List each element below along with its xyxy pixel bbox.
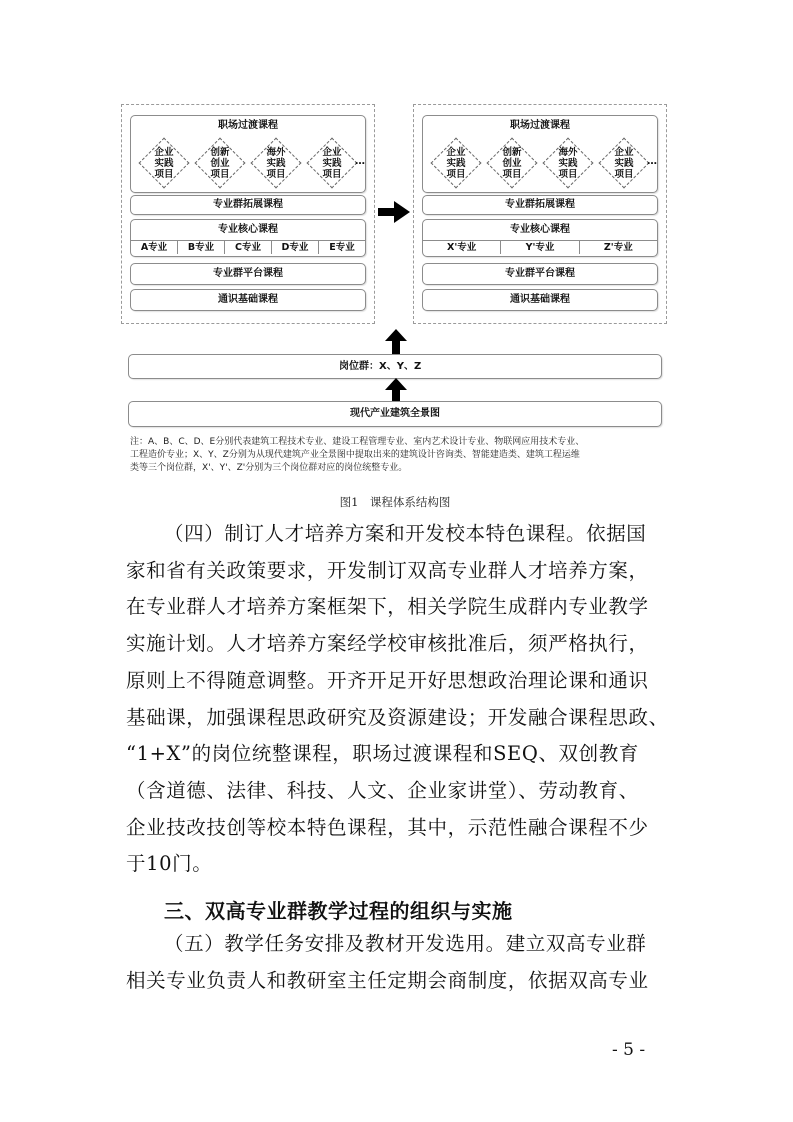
text-line: 相关专业负责人和教研室主任定期会商制度，依据双高专业: [126, 968, 649, 992]
transition-title: 职场过渡课程: [510, 120, 570, 131]
paragraph-1: [126, 516, 686, 883]
text-line: 实施计划。人才培养方案经学校审核批准后，须严格执行，: [126, 632, 649, 656]
transition-box: [422, 115, 658, 193]
text-line: 基础课，加强课程思政研究及资源建设；开发融合课程思政、: [126, 705, 669, 729]
text-line: “1+X”的岗位统整课程，职场过渡课程和SEQ、双创教育: [126, 742, 639, 766]
majors-row: [423, 241, 657, 254]
diamond-item: 创新创业项目: [195, 138, 245, 188]
job-group-label: 岗位群：X、Y、Z: [339, 361, 422, 372]
text-line: （五）教学任务安排及教材开发选用。建立双高专业群: [164, 932, 647, 955]
major-cell: D专业: [272, 241, 319, 254]
arrow-right-icon: [378, 201, 410, 223]
text-line: 企业技改技创等校本特色课程，其中，示范性融合课程不少: [126, 815, 649, 839]
page-number: - 5 -: [612, 1040, 646, 1060]
platform-box: 专业群平台课程: [422, 263, 658, 285]
transition-title: 职场过渡课程: [218, 120, 278, 131]
text-line: （四）制订人才培养方案和开发校本特色课程。依据国: [164, 522, 647, 545]
major-cell: A专业: [131, 241, 178, 254]
text-line: （含道德、法律、科技、人文、企业家讲堂）、劳动教育、: [126, 778, 639, 802]
text-line: 家和省有关政策要求，开发制订双高专业群人才培养方案，: [126, 558, 649, 582]
note-line: 类等三个岗位群，X'、Y'、Z'分别为三个岗位群对应的岗位统整专业。: [130, 463, 408, 473]
major-cell: Z'专业: [603, 242, 633, 253]
job-group-box: [128, 354, 662, 379]
majors-row: [131, 241, 365, 254]
diamond-item: 海外实践项目: [543, 138, 593, 188]
major-cell: X'专业: [423, 241, 501, 254]
note-line: 注：A、B、C、D、E分别代表建筑工程技术专业、建设工程管理专业、室内艺术设计专业、物联网应用技术专业、: [130, 437, 585, 447]
text-line: 于10门。: [126, 852, 213, 876]
diamond-item: 企业实践项目: [599, 138, 649, 188]
diagram-note: [130, 436, 675, 475]
panorama-box: 现代产业建筑全景图: [128, 401, 662, 427]
diamond-item: 企业实践项目: [139, 138, 189, 188]
major-cell: Y'专业: [501, 241, 579, 254]
diamond-item: 海外实践项目: [251, 138, 301, 188]
note-line: 工程造价专业；X、Y、Z分别为从现代建筑产业全景图中提取出来的建筑设计咨询类、智能建造类、建筑工程运维: [130, 450, 580, 460]
transition-box: [130, 115, 366, 193]
core-box: [130, 219, 366, 257]
text-line: 原则上不得随意调整。开齐开足开好思想政治理论课和通识: [126, 668, 649, 692]
diamond-item: 企业实践项目: [307, 138, 357, 188]
major-cell: B专业: [178, 241, 225, 254]
core-title: 专业核心课程: [423, 220, 657, 241]
figure-caption: 图1 课程体系结构图: [339, 495, 451, 509]
major-cell: E专业: [329, 242, 355, 253]
paragraph-2: [126, 926, 686, 999]
core-title: 专业核心课程: [131, 220, 365, 241]
major-cell: C专业: [225, 241, 272, 254]
ellipsis: …: [355, 156, 365, 167]
left-panel: [121, 104, 375, 324]
diamond-item: 企业实践项目: [431, 138, 481, 188]
general-box: 通识基础课程: [422, 289, 658, 311]
diamond-item: 创新创业项目: [487, 138, 537, 188]
ellipsis: …: [647, 156, 657, 167]
expansion-box: 专业群拓展课程: [130, 195, 366, 215]
section-heading: 三、双高专业群教学过程的组织与实施: [164, 899, 513, 923]
expansion-box: 专业群拓展课程: [422, 195, 658, 215]
text-line: 在专业群人才培养方案框架下，相关学院生成群内专业教学: [126, 595, 649, 619]
platform-box: 专业群平台课程: [130, 263, 366, 285]
arrow-up-icon: [385, 329, 407, 355]
core-box: [422, 219, 658, 257]
right-panel: [413, 104, 667, 324]
general-box: 通识基础课程: [130, 289, 366, 311]
